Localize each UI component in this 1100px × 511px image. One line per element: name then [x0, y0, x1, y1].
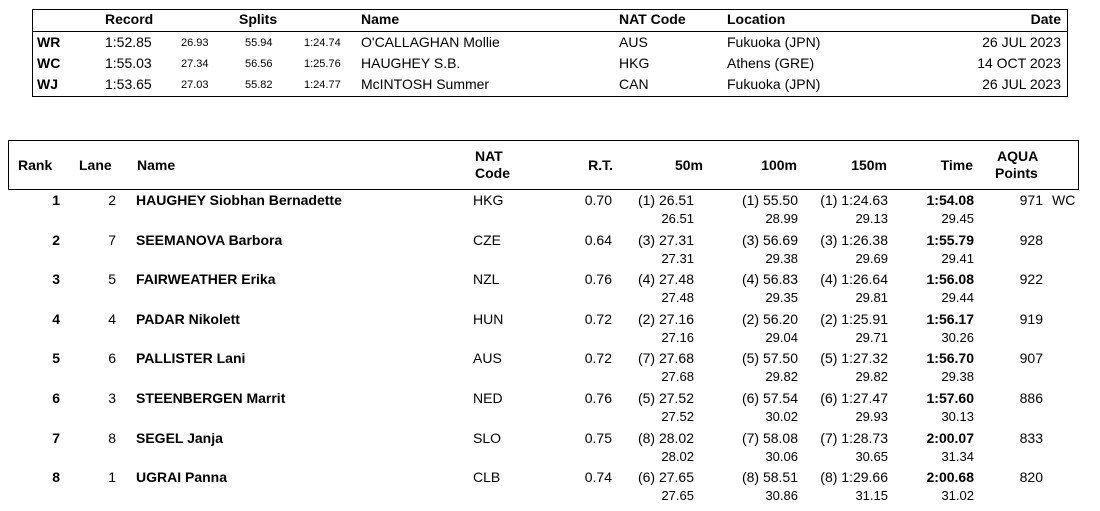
split-50m-cumulative: (6) 27.65 — [637, 469, 694, 486]
rank-header: Rank — [18, 157, 53, 173]
nat-code-cell: SLO — [473, 429, 502, 446]
split-50m-lap: 27.16 — [661, 329, 694, 345]
time-header: Time — [940, 157, 973, 173]
aqua-points-cell: 907 — [1019, 350, 1043, 367]
lane-cell: 6 — [108, 350, 116, 367]
split-150m-cumulative: (4) 1:26.64 — [820, 271, 888, 288]
name-header: Name — [361, 11, 400, 27]
final-lap-cell: 29.41 — [941, 250, 974, 266]
aqua-points-cell: 971 — [1019, 192, 1043, 208]
final-time-cell: 1:55.79 — [926, 231, 974, 248]
reaction-time-cell: 0.75 — [584, 429, 612, 446]
split-100m-lap: 30.02 — [765, 409, 798, 424]
lane-header: Lane — [79, 157, 112, 173]
athlete-name: SEGEL Janja — [136, 429, 223, 446]
code-header: Code — [475, 165, 510, 181]
result-row — [0, 192, 1100, 232]
reaction-time-cell: 0.76 — [584, 390, 612, 406]
nat-code-cell: NED — [473, 390, 503, 406]
split-100m-cumulative: (6) 57.54 — [741, 390, 798, 406]
split-100m-cumulative: (4) 56.83 — [741, 271, 798, 288]
reaction-time-cell: 0.72 — [584, 350, 612, 367]
result-row — [0, 469, 1100, 509]
reaction-time-cell: 0.64 — [584, 231, 612, 248]
aqua-points-cell: 833 — [1019, 429, 1043, 446]
records-header — [33, 11, 1067, 31]
record-code: WJ — [37, 76, 58, 92]
final-lap-cell: 29.38 — [941, 369, 974, 385]
split-100m-lap: 29.82 — [765, 369, 798, 385]
split-100m-cumulative: (5) 57.50 — [741, 350, 798, 367]
split-50m-cumulative: (8) 28.02 — [637, 429, 694, 446]
split-150m-lap: 29.81 — [855, 290, 888, 306]
record-split-50: 27.03 — [181, 79, 209, 91]
rank-cell: 5 — [52, 350, 60, 367]
nat-code-cell: CZE — [473, 231, 501, 248]
name-header: Name — [137, 157, 176, 173]
nat-header: NAT — [475, 148, 503, 164]
date-header: Date — [1030, 11, 1061, 27]
nat-code-cell: NZL — [473, 271, 500, 288]
final-time-cell: 1:54.08 — [926, 192, 974, 208]
rank-cell: 7 — [52, 429, 60, 446]
nat-code-cell: HUN — [473, 310, 504, 327]
record-nat: CAN — [619, 76, 649, 92]
split-50m-lap: 28.02 — [661, 448, 694, 464]
lane-cell: 2 — [108, 192, 116, 208]
split-150m-lap: 30.65 — [855, 448, 888, 464]
record-date: 26 JUL 2023 — [982, 34, 1061, 50]
athlete-name: UGRAI Panna — [136, 469, 228, 486]
split-150m-cumulative: (8) 1:29.66 — [820, 469, 888, 486]
split-150m-cumulative: (2) 1:25.91 — [820, 310, 888, 327]
aqua-points-cell: 922 — [1019, 271, 1043, 288]
split-100m-cumulative: (1) 55.50 — [741, 192, 798, 208]
final-time-cell: 2:00.68 — [926, 469, 974, 486]
splits-header: Splits — [239, 11, 278, 27]
record-date: 14 OCT 2023 — [977, 55, 1061, 71]
nat-code-cell: HKG — [473, 192, 504, 208]
record-time: 1:55.03 — [105, 55, 152, 71]
result-row — [0, 311, 1100, 351]
split-150m-lap: 29.13 — [855, 211, 888, 226]
record-holder-name: O'CALLAGHAN Mollie — [361, 34, 500, 50]
result-row — [0, 390, 1100, 430]
split-150m-lap: 31.15 — [855, 488, 888, 504]
record-holder-name: McINTOSH Summer — [361, 76, 490, 92]
reaction-time-cell: 0.72 — [584, 310, 612, 327]
lane-cell: 3 — [108, 390, 116, 406]
points-header: Points — [995, 165, 1038, 181]
split-50m-cumulative: (2) 27.16 — [637, 310, 694, 327]
athlete-name: PALLISTER Lani — [136, 350, 246, 367]
aqua-points-cell: 928 — [1019, 231, 1043, 248]
split-150m-lap: 29.82 — [855, 369, 888, 385]
aqua-header: AQUA — [997, 148, 1039, 164]
rt-header: R.T. — [588, 157, 613, 173]
reaction-time-cell: 0.76 — [584, 271, 612, 288]
record-time: 1:53.65 — [105, 76, 152, 92]
split-100m-lap: 30.86 — [765, 488, 798, 504]
nat-code-header: NAT Code — [619, 11, 686, 27]
record-nat: HKG — [619, 55, 650, 71]
record-split-50: 27.34 — [181, 58, 209, 70]
split-100m-cumulative: (2) 56.20 — [741, 310, 798, 327]
result-row — [0, 350, 1100, 390]
lane-cell: 7 — [108, 231, 116, 248]
split-50m-lap: 27.31 — [661, 250, 694, 266]
rank-cell: 3 — [52, 271, 60, 288]
rank-cell: 2 — [52, 231, 60, 248]
record-header: Record — [105, 11, 154, 27]
record-nat: AUS — [619, 34, 648, 50]
split-50m-cumulative: (5) 27.52 — [637, 390, 694, 406]
athlete-name: FAIRWEATHER Erika — [136, 271, 276, 288]
location-header: Location — [727, 11, 786, 27]
final-lap-cell: 30.26 — [941, 329, 974, 345]
aqua-points-cell: 820 — [1019, 469, 1043, 486]
reaction-time-cell: 0.74 — [584, 469, 612, 486]
athlete-name: STEENBERGEN Marrit — [136, 390, 286, 406]
record-split-100: 55.82 — [245, 79, 273, 91]
record-location: Fukuoka (JPN) — [727, 34, 821, 50]
split-150m-lap: 29.69 — [855, 250, 888, 266]
split-100m-cumulative: (3) 56.69 — [741, 231, 798, 248]
record-row — [33, 55, 1067, 76]
split-150m-lap: 29.71 — [855, 329, 888, 345]
split-150m-cumulative: (3) 1:26.38 — [820, 231, 888, 248]
split-100m-cumulative: (7) 58.08 — [741, 429, 798, 446]
lane-cell: 8 — [108, 429, 116, 446]
split-50m-lap: 27.68 — [661, 369, 694, 385]
aqua-points-cell: 886 — [1019, 390, 1043, 406]
split-150m-cumulative: (6) 1:27.47 — [820, 390, 888, 406]
reaction-time-cell: 0.70 — [584, 192, 612, 208]
final-time-cell: 2:00.07 — [926, 429, 974, 446]
record-split-50: 26.93 — [181, 37, 209, 49]
rank-cell: 6 — [52, 390, 60, 406]
split-100m-lap: 30.06 — [765, 448, 798, 464]
split-50m-lap: 26.51 — [661, 211, 694, 226]
final-lap-cell: 29.45 — [941, 211, 974, 226]
split-150m-cumulative: (1) 1:24.63 — [820, 192, 888, 208]
record-split-100: 56.56 — [245, 58, 273, 70]
record-split-150: 1:24.77 — [304, 79, 341, 91]
final-lap-cell: 31.02 — [941, 488, 974, 504]
results-header — [8, 140, 1079, 190]
record-time: 1:52.85 — [105, 34, 152, 50]
record-row — [33, 34, 1067, 55]
rank-cell: 1 — [52, 192, 60, 208]
final-time-cell: 1:56.08 — [926, 271, 974, 288]
split-100m-cumulative: (8) 58.51 — [741, 469, 798, 486]
aqua-points-cell: 919 — [1019, 310, 1043, 327]
final-time-cell: 1:56.17 — [926, 310, 974, 327]
athlete-name: SEEMANOVA Barbora — [136, 231, 283, 248]
split-100m-lap: 29.35 — [765, 290, 798, 306]
split-150m-cumulative: (5) 1:27.32 — [820, 350, 888, 367]
result-row — [0, 430, 1100, 470]
record-split-100: 55.94 — [245, 37, 273, 49]
lane-cell: 1 — [108, 469, 116, 486]
final-time-cell: 1:57.60 — [926, 390, 974, 406]
nat-code-cell: AUS — [473, 350, 502, 367]
split-150m-header: 150m — [851, 157, 887, 173]
final-lap-cell: 31.34 — [941, 448, 974, 464]
split-100m-lap: 29.38 — [765, 250, 798, 266]
split-50m-header: 50m — [674, 157, 703, 173]
split-100m-lap: 28.99 — [765, 211, 798, 226]
lane-cell: 5 — [108, 271, 116, 288]
record-note-cell: WC — [1052, 192, 1076, 208]
record-row — [33, 76, 1067, 97]
rank-cell: 8 — [52, 469, 60, 486]
split-50m-lap: 27.52 — [661, 409, 694, 424]
split-150m-lap: 29.93 — [855, 409, 888, 424]
record-location: Athens (GRE) — [727, 55, 815, 71]
result-row — [0, 271, 1100, 311]
split-100m-header: 100m — [761, 157, 797, 173]
split-50m-lap: 27.48 — [661, 290, 694, 306]
split-50m-lap: 27.65 — [661, 488, 694, 504]
split-50m-cumulative: (4) 27.48 — [637, 271, 694, 288]
record-split-150: 1:25.76 — [304, 58, 341, 70]
split-50m-cumulative: (7) 27.68 — [637, 350, 694, 367]
nat-code-cell: CLB — [473, 469, 501, 486]
split-150m-cumulative: (7) 1:28.73 — [820, 429, 888, 446]
final-lap-cell: 30.13 — [941, 409, 974, 424]
record-code: WC — [37, 55, 61, 71]
split-50m-cumulative: (3) 27.31 — [637, 231, 694, 248]
record-code: WR — [37, 34, 61, 50]
record-date: 26 JUL 2023 — [982, 76, 1061, 92]
final-time-cell: 1:56.70 — [926, 350, 974, 367]
records-table — [32, 9, 1068, 97]
result-row — [0, 232, 1100, 272]
record-holder-name: HAUGHEY S.B. — [361, 55, 461, 71]
athlete-name: PADAR Nikolett — [136, 310, 240, 327]
rank-cell: 4 — [52, 310, 60, 327]
lane-cell: 4 — [108, 310, 116, 327]
record-split-150: 1:24.74 — [304, 37, 341, 49]
split-100m-lap: 29.04 — [765, 329, 798, 345]
final-lap-cell: 29.44 — [941, 290, 974, 306]
split-50m-cumulative: (1) 26.51 — [637, 192, 694, 208]
athlete-name: HAUGHEY Siobhan Bernadette — [136, 192, 342, 208]
record-location: Fukuoka (JPN) — [727, 76, 821, 92]
